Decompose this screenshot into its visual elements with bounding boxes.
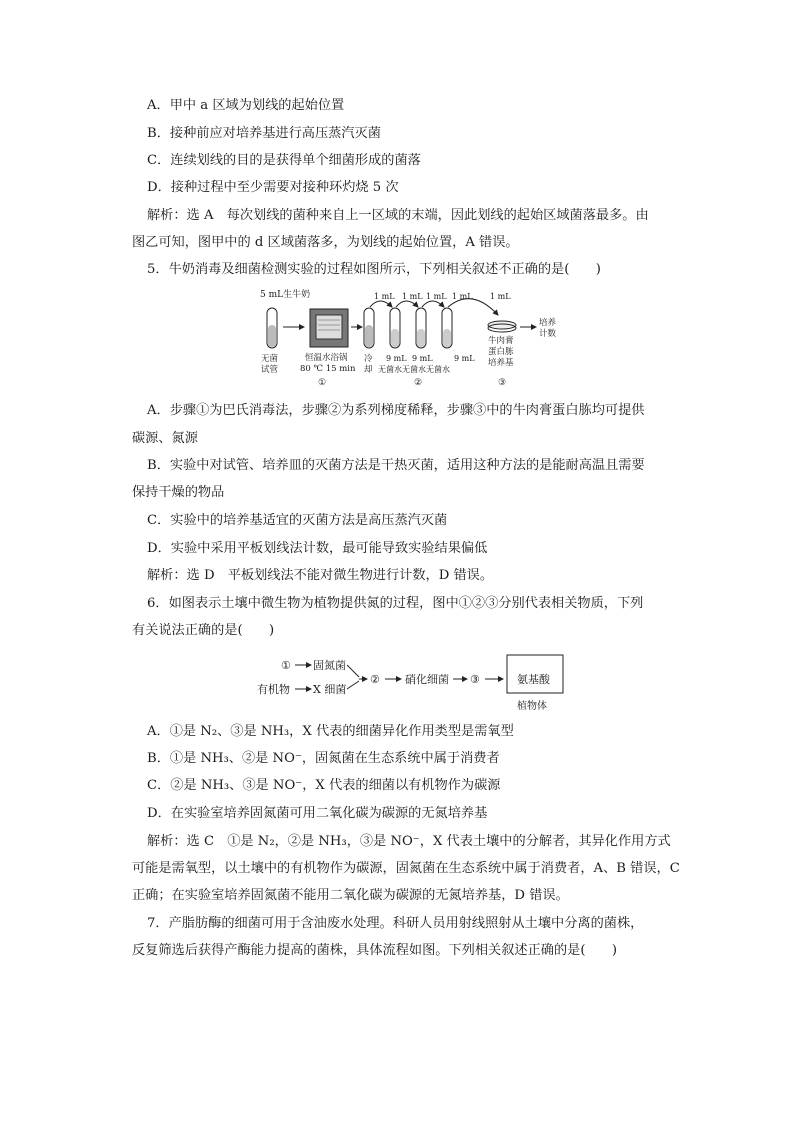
result-label-2: 计数 — [539, 329, 557, 339]
substance-1: ① — [281, 659, 291, 672]
q5-milk-diagram — [250, 285, 570, 388]
step-2-mark: ② — [414, 378, 423, 388]
cooling-tube-icon — [364, 308, 374, 348]
step-1-mark: ① — [318, 378, 327, 388]
q4-option-a: A．甲中 a 区域为划线的起始位置 — [147, 98, 345, 113]
q6-option-a: A．①是 N₂、③是 NH₃，X 代表的细菌异化作用类型是需氧型 — [147, 724, 514, 739]
medium-label-2: 蛋白胨 — [488, 347, 514, 357]
bath-label: 恒温水浴锅 — [305, 353, 348, 363]
transfer-ml-5: 1 mL — [490, 292, 511, 301]
dilution-tube-2-icon — [416, 308, 426, 348]
step-3-mark: ③ — [498, 378, 507, 388]
q6-stem-line-2: 有关说法正确的是( ) — [132, 623, 275, 638]
q6-nitrogen-diagram — [255, 653, 575, 715]
substance-3: ③ — [470, 673, 480, 686]
tube-label-1: 无菌 — [261, 354, 279, 364]
medium-label-3: 培养基 — [488, 358, 514, 368]
medium-label-1: 牛肉膏 — [488, 336, 514, 346]
organic-matter-label: 有机物 — [257, 683, 290, 696]
sterile-water-labels: 无菌水无菌水无菌水 — [378, 365, 450, 374]
q4-option-c: C．连续划线的目的是获得单个细菌形成的菌落 — [147, 153, 421, 168]
x-bacteria-label: X 细菌 — [313, 683, 347, 696]
q6-analysis-line-1: 解析：选 C ①是 N₂，②是 NH₃，③是 NO⁻，X 代表土壤中的分解者，其异化作用方式 — [147, 834, 671, 849]
milk-label: 5 mL生牛奶 — [260, 290, 311, 300]
water-vol-2: 9 mL — [412, 354, 433, 363]
q7-stem-line-1: 7．产脂肪酶的细菌可用于含油废水处理。科研人员用射线照射从土壤中分离的菌株， — [147, 916, 644, 931]
amino-acid-label: 氨基酸 — [517, 673, 550, 686]
q5-option-b-line-2: 保持干燥的物品 — [132, 485, 225, 500]
dilution-tube-1-icon — [390, 308, 400, 348]
q6-analysis-line-3: 正确；在实验室培养固氮菌不能用二氧化碳为碳源的无氮培养基，D 错误。 — [132, 888, 569, 903]
q5-analysis: 解析：选 D 平板划线法不能对微生物进行计数，D 错误。 — [147, 568, 494, 583]
q5-option-a-line-1: A．步骤①为巴氏消毒法，步骤②为系列梯度稀释，步骤③中的牛肉膏蛋白胨均可提供 — [147, 403, 645, 418]
q5-option-b-line-1: B．实验中对试管、培养皿的灭菌方法是干热灭菌，适用这种方法的是能耐高温且需要 — [147, 458, 645, 473]
q5-option-a-line-2: 碳源、氮源 — [132, 431, 198, 446]
sterile-tube-icon — [267, 308, 277, 348]
transfer-ml-4: 1 mL — [452, 292, 473, 301]
q6-option-c: C．②是 NH₃、③是 NO⁻，X 代表的细菌以有机物作为碳源 — [147, 778, 501, 793]
q6-analysis-line-2: 可能是需氧型，以土壤中的有机物作为碳源，固氮菌在生态系统中属于消费者，A、B 错误，C — [132, 861, 680, 876]
q7-stem-line-2: 反复筛选后获得产酶能力提高的菌株，具体流程如图。下列相关叙述正确的是( ) — [132, 943, 618, 958]
water-vol-1: 9 mL — [386, 354, 407, 363]
q4-analysis-line-1: 解析：选 A 每次划线的菌种来自上一区域的末端，因此划线的起始区域菌落最多。由 — [147, 208, 649, 223]
dilution-tube-3-icon — [442, 308, 452, 348]
q5-option-d: D．实验中采用平板划线法计数，最可能导致实验结果偏低 — [147, 541, 488, 556]
result-label-1: 培养 — [539, 318, 557, 328]
q4-option-d: D．接种过程中至少需要对接种环灼烧 5 次 — [147, 180, 399, 195]
tube-label-2: 试管 — [261, 365, 279, 375]
petri-dish-icon — [488, 321, 516, 332]
q4-analysis-line-2: 图乙可知，图甲中的 d 区域菌落多，为划线的起始位置，A 错误。 — [132, 235, 519, 250]
water-bath-icon — [310, 309, 348, 347]
transfer-ml-1: 1 mL — [374, 292, 395, 301]
q4-option-b: B．接种前应对培养基进行高压蒸汽灭菌 — [147, 126, 381, 141]
nitrifying-bacteria-label: 硝化细菌 — [405, 673, 449, 686]
plant-body-label: 植物体 — [517, 701, 547, 712]
nitrogen-fixing-bacteria-label: 固氮菌 — [313, 659, 346, 672]
q6-option-d: D．在实验室培养固氮菌可用二氧化碳为碳源的无氮培养基 — [147, 806, 488, 821]
transfer-ml-2: 1 mL — [402, 292, 423, 301]
q5-option-c: C．实验中的培养基适宜的灭菌方法是高压蒸汽灭菌 — [147, 513, 448, 528]
cool-label-1: 冷 — [364, 354, 373, 364]
q5-stem: 5．牛奶消毒及细菌检测实验的过程如图所示，下列相关叙述不正确的是( ) — [147, 262, 601, 277]
water-vol-3: 9 mL — [454, 354, 475, 363]
transfer-ml-3: 1 mL — [426, 292, 447, 301]
substance-2: ② — [370, 673, 380, 686]
cool-label-2: 却 — [364, 365, 373, 375]
bath-condition: 80 ℃ 15 min — [300, 364, 356, 374]
q6-option-b: B．①是 NH₃、②是 NO⁻，固氮菌在生态系统中属于消费者 — [147, 751, 500, 766]
q6-stem-line-1: 6．如图表示土壤中微生物为植物提供氮的过程，图中①②③分别代表相关物质，下列 — [147, 596, 644, 611]
